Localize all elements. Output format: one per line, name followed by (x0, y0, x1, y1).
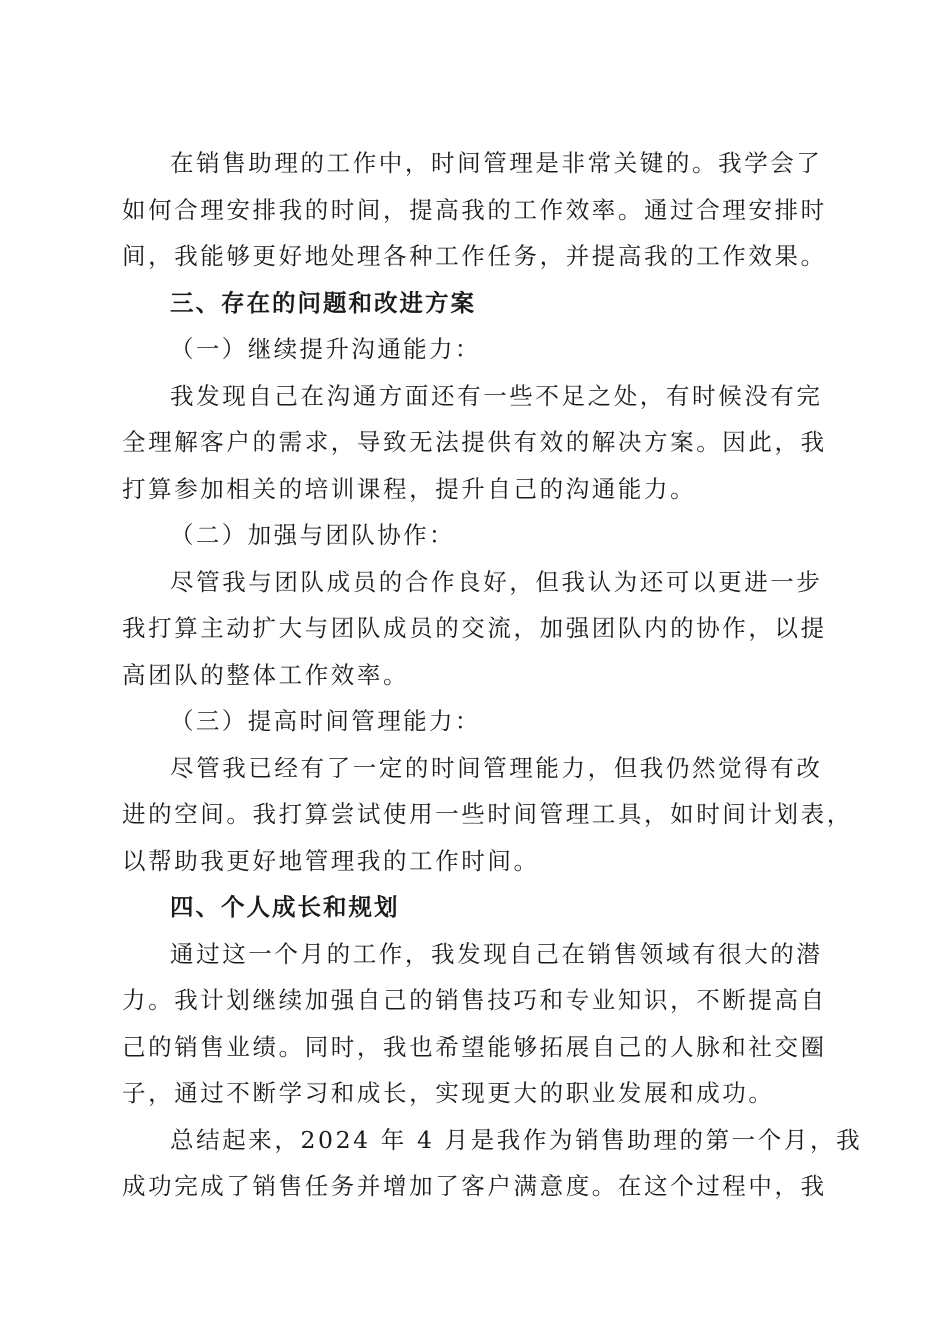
text-line: 子，通过不断学习和成长，实现更大的职业发展和成功。 (122, 1079, 775, 1107)
paragraph-summary (122, 1117, 863, 1210)
text-line: 以帮助我更好地管理我的工作时间。 (122, 846, 540, 875)
text-line: 间，我能够更好地处理各种工作任务，并提高我的工作效果。 (122, 242, 827, 270)
text-line: 打算参加相关的培训课程，提升自己的沟通能力。 (122, 474, 697, 503)
paragraph-growth (122, 931, 830, 1117)
paragraph-teamwork (122, 559, 830, 699)
text-line: 高团队的整体工作效率。 (122, 660, 410, 689)
section-heading: 四、个人成长和规划 (170, 893, 400, 921)
text-line: 我发现自己在沟通方面还有一些不足之处，有时候没有完 (170, 381, 823, 410)
text-line: 尽管我与团队成员的合作良好，但我认为还可以更进一步 (170, 567, 823, 596)
section-heading: 三、存在的问题和改进方案 (170, 288, 476, 317)
subsection-heading: （一）继续提升沟通能力： (170, 335, 481, 363)
text-line: 成功完成了销售任务并增加了客户满意度。在这个过程中，我 (122, 1172, 827, 1200)
text-line: 己的销售业绩。同时，我也希望能够拓展自己的人脉和社交圈 (122, 1032, 827, 1061)
text-line: 进的空间。我打算尝试使用一些时间管理工具，如时间计划表， (122, 800, 853, 828)
text-line: 通过这一个月的工作，我发现自己在销售领域有很大的潜 (170, 939, 823, 968)
text-line: 尽管我已经有了一定的时间管理能力，但我仍然觉得有改 (170, 753, 823, 782)
paragraph-communication (122, 373, 830, 513)
text-line: 我打算主动扩大与团队成员的交流，加强团队内的协作，以提 (122, 614, 827, 642)
text-line: 力。我计划继续加强自己的销售技巧和专业知识，不断提高自 (122, 986, 827, 1014)
text-line: 在销售助理的工作中，时间管理是非常关键的。我学会了 (170, 149, 823, 177)
subsection-heading: （三）提高时间管理能力： (170, 707, 481, 735)
text-line: 全理解客户的需求，导致无法提供有效的解决方案。因此，我 (122, 428, 827, 456)
subsection-heading: （二）加强与团队协作： (170, 521, 455, 549)
document-page (122, 140, 863, 1210)
text-line: 如何合理安排我的时间，提高我的工作效率。通过合理安排时 (122, 195, 827, 224)
paragraph-time-improvement (122, 745, 853, 885)
text-line: 总结起来，2024 年 4 月是我作为销售助理的第一个月，我 (170, 1125, 863, 1154)
paragraph-time-management (122, 140, 830, 280)
